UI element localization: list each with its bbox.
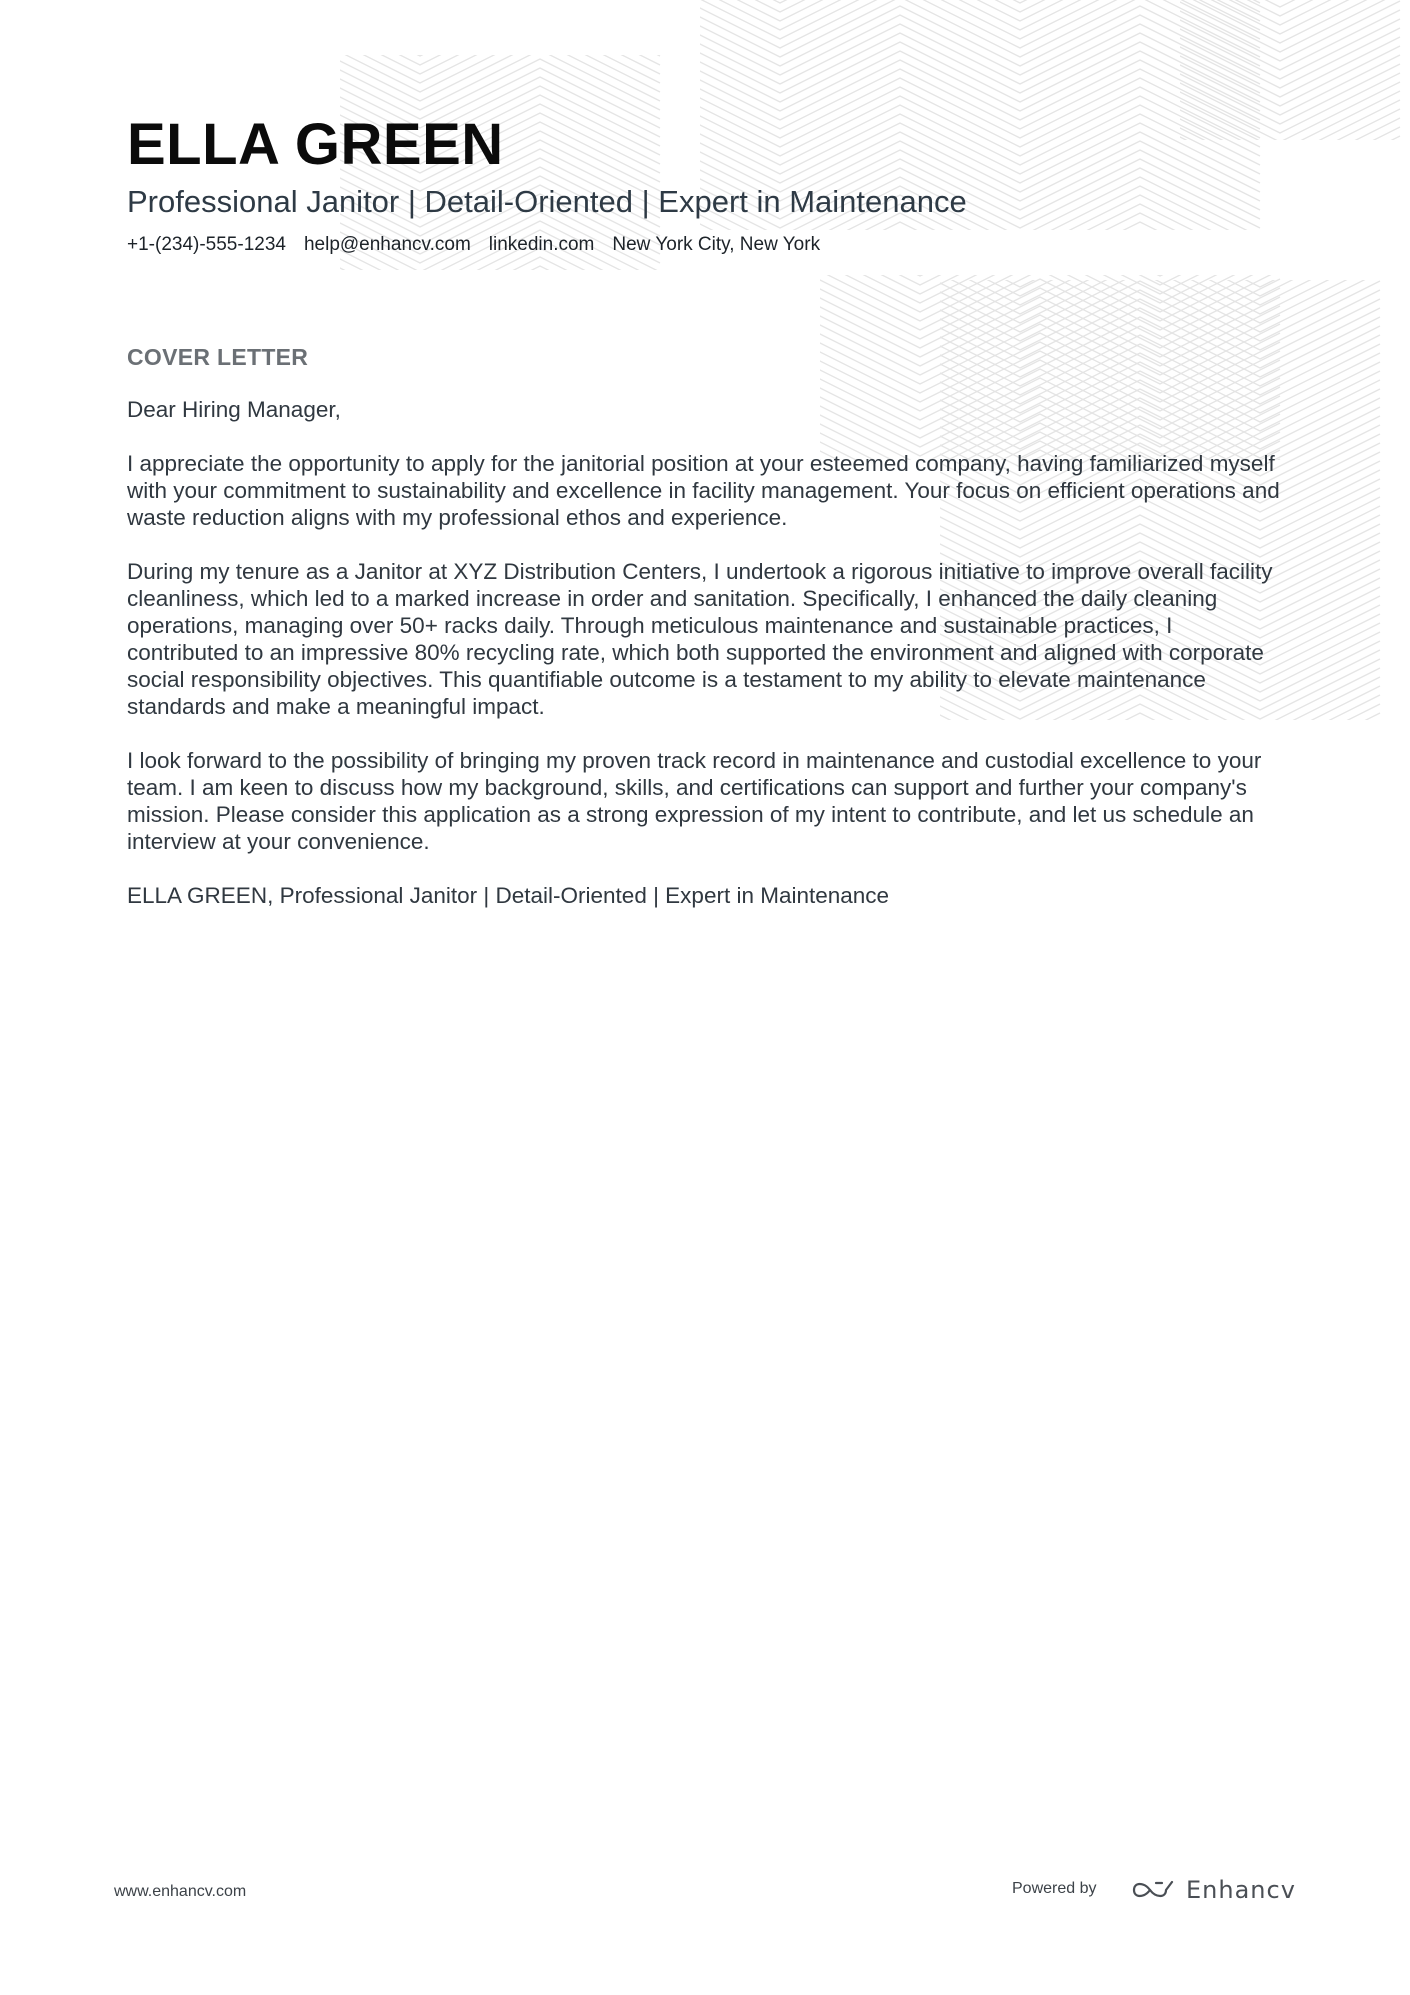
chevron-line bbox=[900, 344, 1380, 404]
chevron-line bbox=[300, 0, 660, 29]
chevron-line bbox=[1160, 0, 1400, 43]
chevron-line bbox=[300, 275, 660, 335]
chevron-line bbox=[660, 69, 1260, 129]
chevron-line bbox=[300, 0, 660, 47]
chevron-line bbox=[900, 236, 1380, 296]
paragraph-experience: During my tenure as a Janitor at XYZ Distribution Centers, I undertook a rigorous initiative to improve overall facility cleanliness, which led to a marked increase in order and sanitation. Specifically, I enhanced the daily cleaning operations, managing over 50+ racks daily. Through meticulous maintenance and sustainable practices, I contributed to an impressive 80% recycling rate, which both supported the environment and aligned with corporate social responsibility objectives. This quantifiable outcome is a testament to my ability to elevate maintenance standards and make a meaningful impact. bbox=[127, 559, 1273, 719]
chevron-line bbox=[660, 0, 1260, 39]
chevron-line bbox=[900, 326, 1380, 386]
chevron-line bbox=[1160, 136, 1400, 196]
chevron-line bbox=[660, 267, 1260, 327]
chevron-line bbox=[900, 317, 1380, 377]
chevron-line bbox=[1160, 0, 1400, 25]
chevron-lines bbox=[660, 0, 1260, 336]
chevron-line bbox=[1160, 145, 1400, 205]
chevron-line bbox=[300, 32, 660, 92]
chevron-line bbox=[300, 0, 660, 20]
chevron-line bbox=[900, 245, 1380, 305]
salutation: Dear Hiring Manager, bbox=[127, 397, 341, 422]
chevron-line bbox=[1160, 55, 1400, 115]
chevron-line bbox=[300, 0, 660, 56]
chevron-line bbox=[1160, 109, 1400, 169]
chevron-line bbox=[1160, 100, 1400, 160]
chevron-line bbox=[1160, 0, 1400, 7]
chevron-line bbox=[300, 5, 660, 65]
section-title: COVER LETTER bbox=[127, 344, 309, 370]
chevron-line bbox=[800, 333, 1280, 393]
chevron-line bbox=[1160, 64, 1400, 124]
chevron-line bbox=[900, 272, 1380, 332]
chevron-line bbox=[300, 293, 660, 353]
chevron-line bbox=[900, 227, 1380, 287]
chevron-line bbox=[300, 50, 660, 110]
chevron-line bbox=[1160, 73, 1400, 133]
chevron-line bbox=[900, 263, 1380, 323]
chevron-line bbox=[800, 216, 1280, 276]
chevron-line bbox=[1160, 0, 1400, 52]
chevron-line bbox=[300, 257, 660, 317]
chevron-line bbox=[800, 306, 1280, 366]
chevron-line bbox=[300, 284, 660, 344]
chevron-line bbox=[300, 302, 660, 362]
chevron-line bbox=[1160, 28, 1400, 88]
chevron-line bbox=[660, 33, 1260, 93]
footer-website-link[interactable]: www.enhancv.com bbox=[114, 1883, 247, 1900]
chevron-line bbox=[660, 0, 1260, 30]
enhancv-brand[interactable] bbox=[1130, 1876, 1296, 1904]
chevron-line bbox=[800, 315, 1280, 375]
chevron-line bbox=[660, 24, 1260, 84]
chevron-line bbox=[1160, 0, 1400, 16]
chevron-line bbox=[660, 51, 1260, 111]
enhancv-logo-icon bbox=[1130, 1878, 1176, 1902]
chevron-line bbox=[660, 0, 1260, 48]
chevron-line bbox=[660, 105, 1260, 165]
chevron-line bbox=[800, 288, 1280, 348]
chevron-line bbox=[300, 266, 660, 326]
phone-number: +1-(234)-555-1234 bbox=[127, 234, 286, 255]
chevron-line bbox=[1160, 154, 1400, 214]
chevron-line bbox=[300, 0, 660, 38]
chevron-line bbox=[300, 14, 660, 74]
chevron-line bbox=[800, 252, 1280, 312]
chevron-line bbox=[800, 297, 1280, 357]
chevron-line bbox=[660, 249, 1260, 309]
chevron-line bbox=[900, 200, 1380, 260]
chevron-lines bbox=[1160, 0, 1400, 241]
chevron-line bbox=[900, 290, 1380, 350]
chevron-line bbox=[1160, 19, 1400, 79]
chevron-line bbox=[900, 308, 1380, 368]
chevron-line bbox=[660, 114, 1260, 174]
candidate-name: ELLA GREEN bbox=[127, 112, 504, 177]
chevron-line bbox=[900, 299, 1380, 359]
chevron-line bbox=[800, 279, 1280, 339]
chevron-line bbox=[1160, 46, 1400, 106]
candidate-headline: Professional Janitor | Detail-Oriented | Expert in Maintenance bbox=[127, 184, 967, 219]
chevron-line bbox=[900, 209, 1380, 269]
chevron-line bbox=[660, 87, 1260, 147]
chevron-line bbox=[1160, 1, 1400, 61]
powered-by-label: Powered by bbox=[1012, 1880, 1097, 1897]
linkedin-link[interactable]: linkedin.com bbox=[488, 234, 595, 255]
letter-body bbox=[127, 396, 1287, 936]
chevron-line bbox=[800, 342, 1280, 402]
paragraph-closing: I look forward to the possibility of bringing my proven track record in maintenance and custodial excellence to your team. I am keen to discuss how my background, skills, and certifications can support and further your company's mission. Please consider this application as a strong expression of my intent to contribute, and let us schedule an interview at your convenience. bbox=[127, 748, 1262, 854]
chevron-line bbox=[900, 335, 1380, 395]
chevron-line bbox=[800, 234, 1280, 294]
location: New York City, New York bbox=[612, 234, 821, 255]
brand-name: Enhancv bbox=[1186, 1876, 1296, 1904]
chevron-line bbox=[800, 324, 1280, 384]
chevron-line bbox=[660, 6, 1260, 66]
chevron-line bbox=[660, 258, 1260, 318]
chevron-line bbox=[1160, 0, 1400, 34]
chevron-line bbox=[660, 42, 1260, 102]
chevron-line bbox=[800, 225, 1280, 285]
chevron-line bbox=[900, 254, 1380, 314]
chevron-line bbox=[1160, 118, 1400, 178]
chevron-line bbox=[1160, 172, 1400, 232]
chevron-line bbox=[300, 41, 660, 101]
chevron-line bbox=[660, 15, 1260, 75]
chevron-line bbox=[300, 23, 660, 83]
signature: ELLA GREEN, Professional Janitor | Detail-Oriented | Expert in Maintenance bbox=[127, 883, 890, 908]
chevron-line bbox=[660, 276, 1260, 336]
contact-info bbox=[127, 232, 820, 258]
chevron-line bbox=[300, 311, 660, 371]
chevron-line bbox=[660, 78, 1260, 138]
chevron-line bbox=[660, 96, 1260, 156]
chevron-line bbox=[800, 261, 1280, 321]
chevron-line bbox=[900, 218, 1380, 278]
chevron-line bbox=[1160, 181, 1400, 241]
chevron-line bbox=[660, 123, 1260, 183]
chevron-line bbox=[1160, 163, 1400, 223]
chevron-line bbox=[660, 0, 1260, 12]
chevron-line bbox=[1160, 37, 1400, 97]
email-link[interactable]: help@enhancv.com bbox=[303, 234, 471, 255]
chevron-line bbox=[660, 0, 1260, 21]
chevron-line bbox=[1160, 10, 1400, 70]
chevron-line bbox=[1160, 82, 1400, 142]
chevron-line bbox=[900, 281, 1380, 341]
paragraph-intro: I appreciate the opportunity to apply for the janitorial position at your esteemed company, having familiarized myself with your commitment to sustainability and excellence in facility management. Your focus on efficient operations and waste reduction aligns with my professional ethos and experience. bbox=[127, 451, 1280, 530]
chevron-line bbox=[660, 60, 1260, 120]
chevron-line bbox=[1160, 91, 1400, 151]
chevron-line bbox=[660, 0, 1260, 3]
chevron-line bbox=[800, 270, 1280, 330]
chevron-line bbox=[800, 243, 1280, 303]
chevron-line bbox=[1160, 127, 1400, 187]
chevron-line bbox=[660, 0, 1260, 57]
